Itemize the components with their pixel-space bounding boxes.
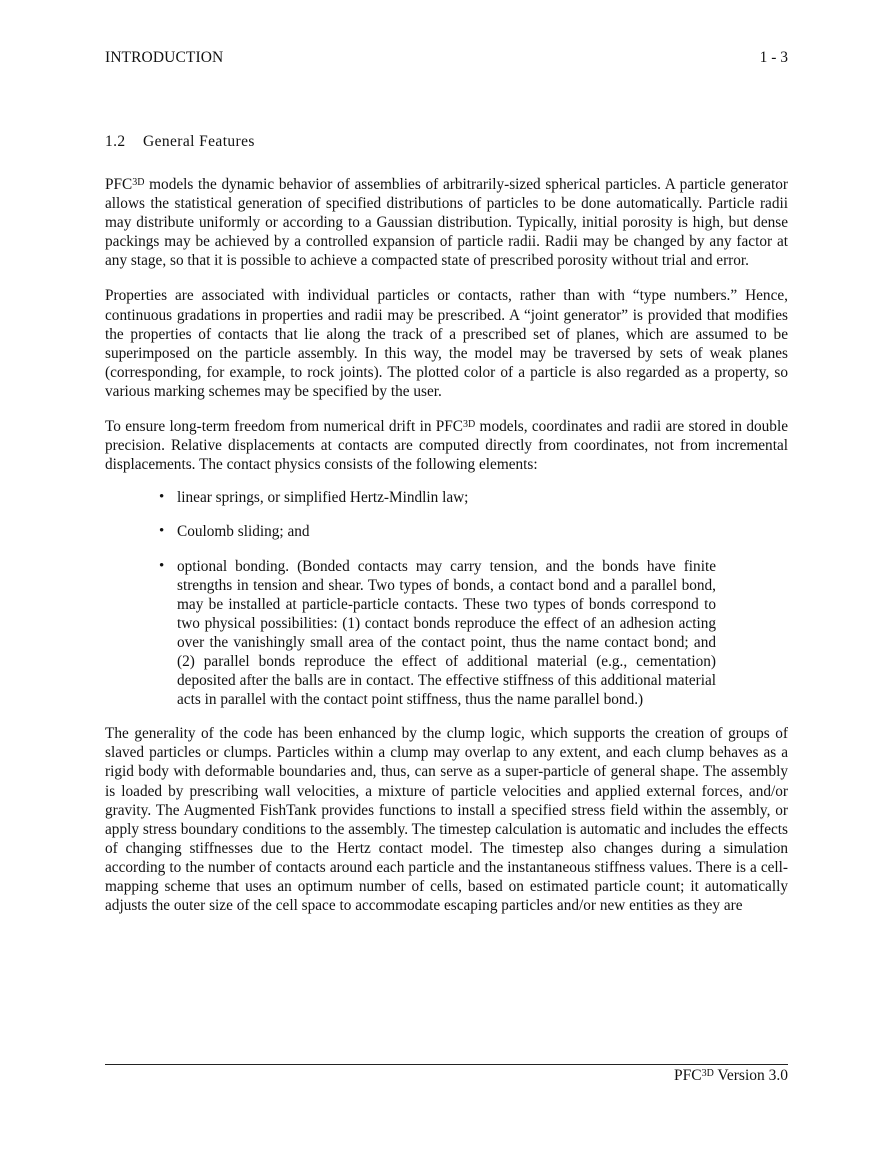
paragraph-intro <box>105 175 788 270</box>
paragraph-precision-before: To ensure long-term freedom from numerical drift in PFC <box>105 418 463 436</box>
document-page <box>105 0 788 1155</box>
footer-product: PFC <box>673 1067 702 1084</box>
footer-divider <box>105 1064 788 1065</box>
list-item <box>159 557 716 710</box>
page-number: 1 - 3 <box>759 49 788 66</box>
paragraph-precision-after: models, coordinates and radii are stored in double precision. Relative displacements at contacts are computed directly from coordinates, not from incremental displacements. The contact physics consists of the following elements: <box>105 418 788 474</box>
bullet-icon: • <box>159 489 165 506</box>
paragraph-precision <box>105 417 788 474</box>
list-item-text: Coulomb sliding; and <box>177 523 310 541</box>
bullet-icon: • <box>159 557 165 574</box>
list-item <box>159 488 716 507</box>
footer-product-superscript: 3D <box>701 1068 714 1079</box>
running-footer <box>674 1067 788 1085</box>
list-item-text: optional bonding. (Bonded contacts may carry tension, and the bonds have finite strengths in tension and shear. Two types of bonds, a contact bond and a parallel bond, may be installed at particle-particle contacts. These two types of bonds correspond to two physical possibilities: (1) contact bonds reproduce the effect of an adhesion acting over the vanishingly small area of the contact point, thus the name contact bond; and (2) parallel bonds reproduce the effect of additional material (e.g., cementation) deposited after the balls are in contact. The effective stiffness of this additional material acts in parallel with the contact point stiffness, thus the name parallel bond.) <box>177 557 716 709</box>
list-item <box>159 522 716 541</box>
footer-version: Version 3.0 <box>713 1067 788 1084</box>
list-item-text: linear springs, or simplified Hertz-Mindlin law; <box>177 489 469 507</box>
contact-physics-list <box>105 488 716 709</box>
bullet-icon: • <box>159 523 165 540</box>
chapter-title: INTRODUCTION <box>105 49 224 66</box>
product-name: PFC <box>105 176 133 193</box>
section-heading <box>105 133 255 151</box>
section-number: 1.2 <box>105 133 126 150</box>
product-superscript: 3D <box>132 177 145 188</box>
paragraph-clump-logic: The generality of the code has been enhanced by the clump logic, which supports the creation of groups of slaved particles or clumps. Particles within a clump may overlap to any extent, and each clump behaves as a rigid body with deformable boundaries and, thus, can serve as a super-particle of general shape. The assembly is loaded by prescribing wall velocities, a mixture of particle velocities and applied external forces, and/or gravity. The Augmented FishTank provides functions to install a specified stress field within the assembly, or apply stress boundary conditions to the assembly. The timestep calculation is automatic and includes the effects of changing stiffnesses due to the Hertz contact model. The timestep also changes during a simulation according to the number of contacts around each particle and the instantaneous stiffness values. There is a cell-mapping scheme that uses an optimum number of cells, based on estimated particle count; it automatically adjusts the outer size of the cell space to accommodate escaping particles and/or new entities as they are <box>105 725 788 915</box>
product-superscript: 3D <box>463 419 476 431</box>
section-title: General Features <box>143 133 255 150</box>
paragraph-properties: Properties are associated with individual particles or contacts, rather than with “type numbers.” Hence, continuous gradations in properties and radii may be prescribed. A “joint generator” is provided that modifies the properties of contacts that lie along the track of a prescribed set of planes, which are assumed to be superimposed on the particle assembly. In this way, the model may be traversed by sets of weak planes (corresponding, for example, to rock joints). The plotted color of a particle is also regarded as a property, so various marking schemes may be specified by the user. <box>105 287 788 400</box>
body-text <box>105 175 788 931</box>
paragraph-intro-text: models the dynamic behavior of assemblies of arbitrarily-sized spherical particles. A particle generator allows the statistical generation of specified distributions of particles to be done automatically. Particle radii may distribute uniformly or according to a Gaussian distribution. Typically, initial porosity is high, but dense packings may be achieved by a controlled expansion of particle radii. Radii may be changed by any factor at any stage, so that it is possible to achieve a compacted state of prescribed porosity without trial and error. <box>105 176 788 270</box>
